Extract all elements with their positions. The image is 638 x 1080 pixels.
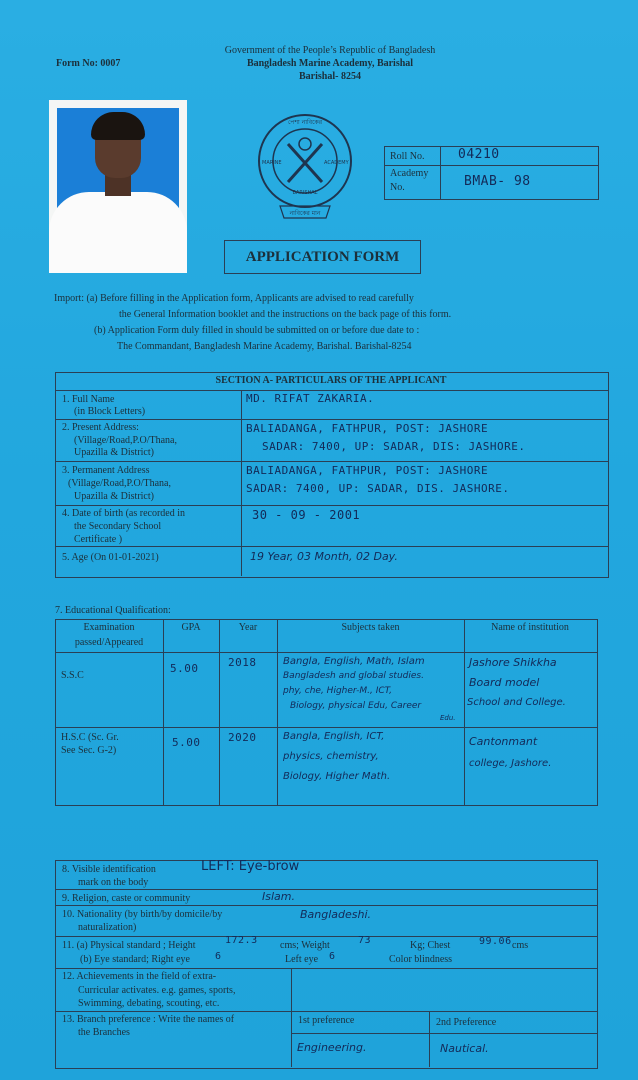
chest-value: 99.06	[479, 936, 512, 947]
instruction-line-4: The Commandant, Bangladesh Marine Academy, Barishal. Barishal-8254	[117, 341, 412, 352]
exam-name: See Sec. G-2)	[61, 745, 117, 756]
academy-no-label-2: No.	[390, 182, 405, 193]
subject-line: Bangla, English, ICT,	[283, 731, 385, 742]
academy-no-label-1: Academy	[390, 168, 429, 179]
r12-label-1: 12. Achievements in the field of extra-	[62, 971, 217, 982]
subject-line: Bangladesh and global studies.	[283, 671, 424, 681]
header-year: Year	[238, 622, 258, 633]
r13-label-2: the Branches	[78, 1027, 130, 1038]
r11a-label: 11. (a) Physical standard ; Height	[62, 940, 196, 951]
row-label: Upazilla & District)	[74, 491, 154, 502]
logo-bottom-text: BARISHAL	[292, 190, 318, 196]
form-number: Form No: 0007	[56, 58, 121, 69]
permanent-address-value-1: BALIADANGA, FATHPUR, POST: JASHORE	[246, 464, 489, 477]
row-label: 5. Age (On 01-01-2021)	[62, 552, 159, 563]
header-institution: Name of institution	[491, 622, 569, 633]
age-value: 19 Year, 03 Month, 02 Day.	[250, 550, 398, 563]
row-label: 2. Present Address:	[62, 422, 139, 433]
cms-weight-label: cms; Weight	[280, 940, 330, 951]
r8-label-1: 8. Visible identification	[62, 864, 156, 875]
logo-top-text: পেশা নাবিকের	[288, 119, 322, 126]
subject-line: Bangla, English, Math, Islam	[283, 656, 425, 667]
subject-line: phy, che, Higher-M., ICT,	[283, 686, 392, 696]
academy-name: Bangladesh Marine Academy, Barishal	[246, 58, 414, 69]
gpa-value: 5.00	[170, 662, 199, 675]
header-exam-2: passed/Appeared	[74, 637, 144, 648]
r10-label-2: naturalization)	[78, 922, 137, 933]
subject-line: Edu.	[440, 714, 456, 722]
row-label: 1. Full Name	[62, 394, 115, 405]
color-blindness-label: Color blindness	[389, 954, 453, 965]
education-title: 7. Educational Qualification:	[55, 605, 171, 616]
section-a-title: SECTION A- PARTICULARS OF THE APPLICANT	[215, 375, 447, 386]
header-subjects: Subjects taken	[341, 622, 400, 633]
right-eye-value: 6	[215, 951, 222, 962]
r11b-label: (b) Eye standard; Right eye	[80, 954, 190, 965]
exam-name: S.S.C	[61, 670, 84, 681]
pref1-label: 1st preference	[298, 1015, 355, 1026]
instruction-line-2: the General Information booklet and the instructions on the back page of this form.	[119, 309, 452, 320]
row-label: (Village/Road,P.O/Thana,	[68, 478, 171, 489]
logo-right-text: ACADEMY	[324, 160, 349, 166]
left-eye-value: 6	[329, 951, 336, 962]
row-label: Upazilla & District)	[74, 447, 154, 458]
institution-line: Board model	[469, 676, 540, 689]
gpa-value: 5.00	[172, 736, 201, 749]
cms-end-label: cms	[512, 940, 529, 951]
institution-line: Jashore Shikkha	[469, 656, 557, 669]
academy-city: Barishal- 8254	[299, 71, 361, 82]
row-label: Certificate )	[74, 534, 123, 545]
pref1-value: Engineering.	[297, 1041, 367, 1054]
present-address-value-2: SADAR: 7400, UP: SADAR, DIS: JASHORE.	[262, 440, 526, 453]
marine-academy-logo	[250, 106, 360, 226]
r12-label-3: Swimming, debating, scouting, etc.	[78, 998, 220, 1009]
identification-mark-value: LEFT: Eye-brow	[201, 859, 300, 874]
row-label: 4. Date of birth (as recorded in	[62, 508, 186, 519]
subject-line: Biology, physical Edu, Career	[290, 701, 422, 711]
row-label: 3. Permanent Address	[62, 465, 150, 476]
row-label: (Village/Road,P.O/Thana,	[74, 435, 177, 446]
full-name-value: MD. RIFAT ZAKARIA.	[246, 392, 375, 405]
government-line: Government of the People’s Republic of Bangladesh	[224, 45, 436, 56]
kg-chest-label: Kg; Chest	[410, 940, 451, 951]
height-value: 172.3	[225, 935, 258, 946]
row-label: the Secondary School	[74, 521, 162, 532]
exam-name: H.S.C (Sc. Gr.	[61, 732, 119, 743]
academy-no-value: BMAB- 98	[464, 174, 531, 189]
r8-label-2: mark on the body	[78, 877, 149, 888]
pref2-label: 2nd Preference	[436, 1017, 497, 1028]
permanent-address-value-2: SADAR: 7400, UP: SADAR, DIS. JASHORE.	[246, 482, 510, 495]
nationality-value: Bangladeshi.	[300, 908, 372, 921]
subject-line: physics, chemistry,	[283, 751, 379, 762]
present-address-value-1: BALIADANGA, FATHPUR, POST: JASHORE	[246, 422, 489, 435]
institution-line: School and College.	[467, 697, 566, 708]
logo-left-text: MARINE	[262, 160, 282, 166]
weight-value: 73	[358, 935, 372, 946]
year-value: 2020	[228, 731, 257, 744]
left-eye-label: Left eye	[285, 954, 319, 965]
instruction-line-1: Import: (a) Before filling in the Application form, Applicants are advised to read carefully	[54, 293, 414, 304]
r12-label-2: Curricular activates. e.g. games, sports,	[78, 985, 236, 996]
form-title: APPLICATION FORM	[224, 240, 421, 274]
header-gpa: GPA	[181, 622, 201, 633]
logo-banner-text: নাবিকের মান	[289, 210, 321, 217]
applicant-photo	[49, 100, 187, 273]
r9-label: 9. Religion, caste or community	[62, 893, 191, 904]
header-exam-1: Examination	[83, 622, 135, 633]
institution-line: Cantonmant	[469, 735, 538, 748]
r10-label-1: 10. Nationality (by birth/by domicile/by	[62, 909, 223, 920]
religion-value: Islam.	[262, 890, 295, 903]
subject-line: Biology, Higher Math.	[283, 771, 391, 782]
pref2-value: Nautical.	[440, 1042, 489, 1055]
roll-label: Roll No.	[390, 151, 425, 162]
roll-value: 04210	[458, 147, 500, 162]
r13-label-1: 13. Branch preference : Write the names of	[62, 1014, 235, 1025]
institution-line: college, Jashore.	[469, 758, 552, 769]
year-value: 2018	[228, 656, 257, 669]
dob-value: 30 - 09 - 2001	[252, 508, 361, 522]
instruction-line-3: (b) Application Form duly filled in should be submitted on or before due date to :	[94, 325, 420, 336]
row-label: (in Block Letters)	[74, 406, 146, 417]
